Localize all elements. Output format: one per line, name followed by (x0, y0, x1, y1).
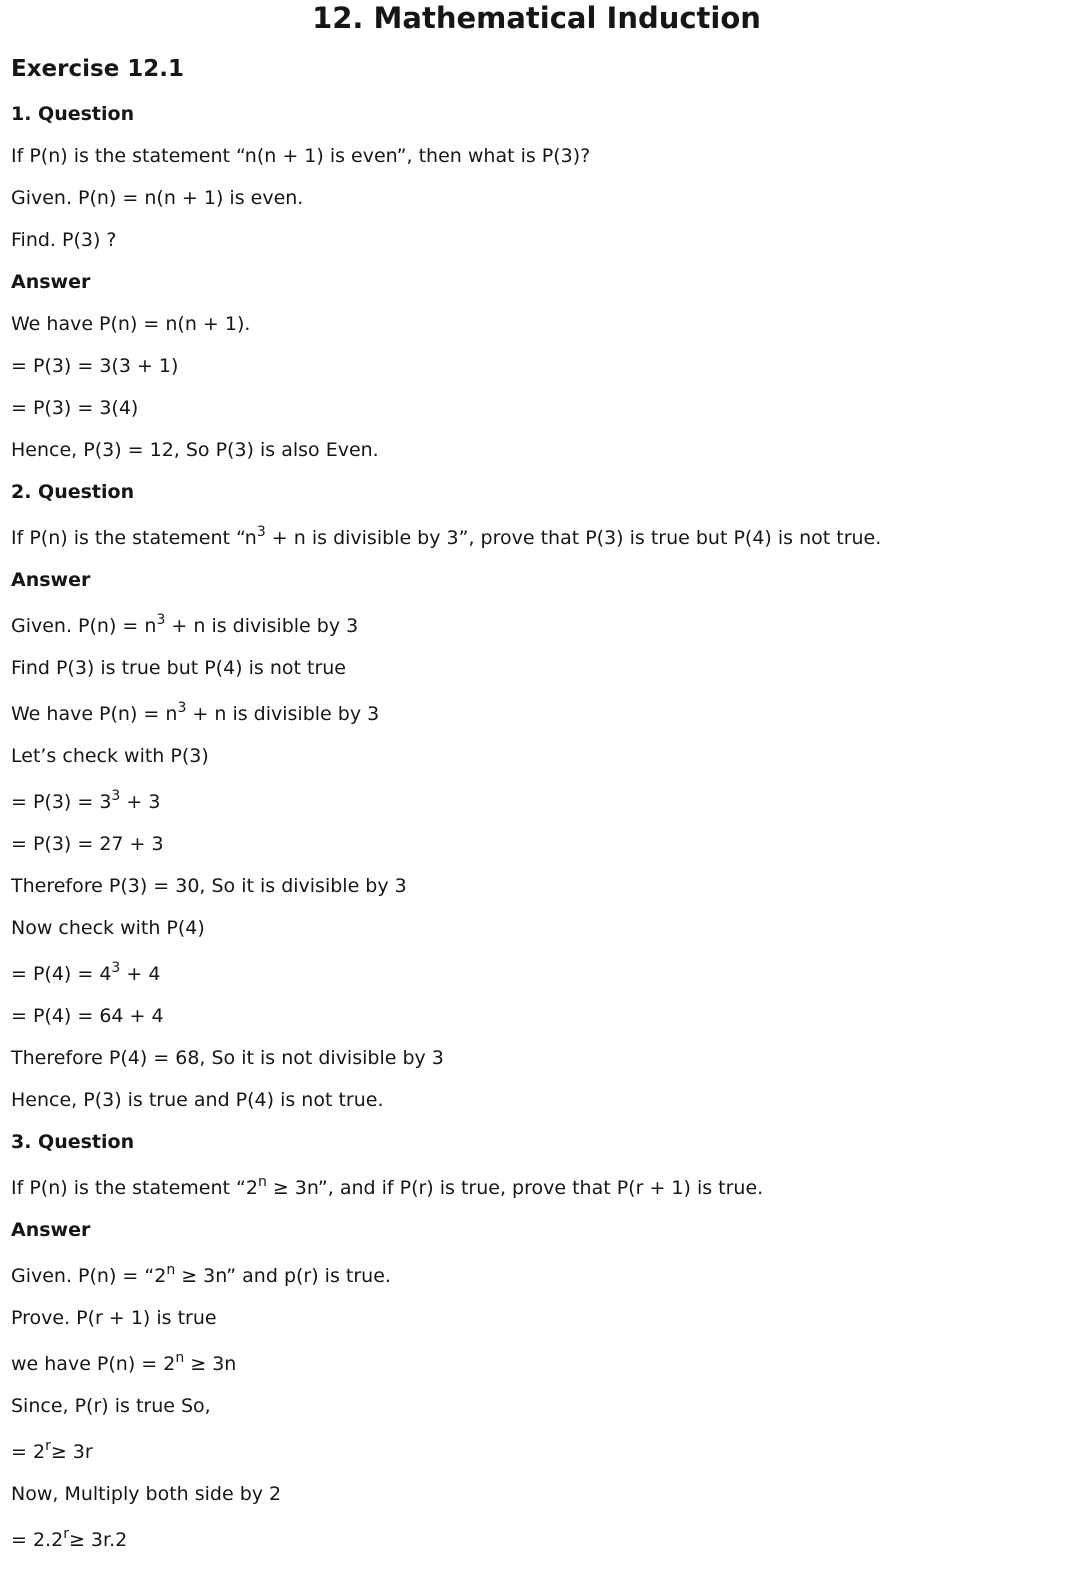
text-run: Hence, P(3) is true and P(4) is not true. (11, 1089, 384, 1111)
superscript-exponent: 3 (256, 524, 266, 540)
text-run: Find. P(3) ? (11, 229, 117, 251)
text-run: ≥ 3n”, and if P(r) is true, prove that P(r + 1) is true. (266, 1177, 764, 1199)
text-run: If P(n) is the statement “n(n + 1) is even”, then what is P(3)? (11, 145, 591, 167)
text-line (11, 313, 1062, 335)
text-run: + 3 (120, 791, 161, 813)
text-line (11, 397, 1062, 419)
text-run: If P(n) is the statement “2 (11, 1177, 258, 1199)
text-run: + 4 (120, 963, 161, 985)
text-line (11, 355, 1062, 377)
text-line (11, 439, 1062, 461)
text-line (11, 657, 1062, 679)
text-run: ≥ 3n” and p(r) is true. (175, 1265, 391, 1287)
text-run: Since, P(r) is true So, (11, 1395, 211, 1417)
questions-container (11, 103, 1062, 1551)
exercise-heading: Exercise 12.1 (11, 56, 185, 82)
text-run: If P(n) is the statement “n (11, 527, 257, 549)
text-line (11, 699, 1062, 725)
question-heading: 3. Question (11, 1131, 135, 1153)
text-line (11, 1173, 1062, 1199)
question-block (11, 1131, 1062, 1551)
text-run: + n is divisible by 3 (165, 615, 359, 637)
text-run: Therefore P(3) = 30, So it is divisible by 3 (11, 875, 407, 897)
page-title: 12. Mathematical Induction (312, 1, 761, 35)
text-line (11, 1349, 1062, 1375)
text-line (11, 1261, 1062, 1287)
text-line (11, 959, 1062, 985)
text-run: Given. P(n) = n (11, 615, 157, 637)
text-run: = P(3) = 3(4) (11, 397, 139, 419)
text-line (11, 1395, 1062, 1417)
text-run: = P(3) = 27 + 3 (11, 833, 164, 855)
question-body (11, 523, 1062, 549)
question-body (11, 1173, 1062, 1199)
text-line (11, 1525, 1062, 1551)
answer-heading: Answer (11, 271, 91, 293)
superscript-exponent: n (257, 1174, 267, 1190)
text-line (11, 1089, 1062, 1111)
text-run: We have P(n) = n(n + 1). (11, 313, 251, 335)
text-run: + n is divisible by 3”, prove that P(3) is true but P(4) is not true. (265, 527, 882, 549)
text-run: we have P(n) = 2 (11, 1353, 176, 1375)
superscript-exponent: 3 (111, 960, 121, 976)
text-run: ≥ 3r (50, 1441, 93, 1463)
superscript-exponent: r (45, 1438, 51, 1454)
superscript-exponent: 3 (156, 612, 166, 628)
text-run: Hence, P(3) = 12, So P(3) is also Even. (11, 439, 379, 461)
question-heading: 1. Question (11, 103, 135, 125)
question-block (11, 481, 1062, 1111)
text-line (11, 745, 1062, 767)
text-run: Now, Multiply both side by 2 (11, 1483, 282, 1505)
text-run: + n is divisible by 3 (186, 703, 380, 725)
text-line (11, 1005, 1062, 1027)
text-run: We have P(n) = n (11, 703, 178, 725)
text-line (11, 875, 1062, 897)
text-line (11, 1437, 1062, 1463)
text-run: = P(3) = 3 (11, 791, 112, 813)
text-line (11, 833, 1062, 855)
text-run: Prove. P(r + 1) is true (11, 1307, 217, 1329)
text-line (11, 145, 1062, 167)
text-line (11, 523, 1062, 549)
superscript-exponent: 3 (177, 700, 187, 716)
answer-body (11, 611, 1062, 1111)
text-line (11, 1307, 1062, 1329)
text-run: = P(4) = 64 + 4 (11, 1005, 164, 1027)
text-line (11, 917, 1062, 939)
text-line (11, 187, 1062, 209)
superscript-exponent: n (166, 1262, 176, 1278)
text-run: ≥ 3n (184, 1353, 237, 1375)
answer-body (11, 1261, 1062, 1551)
question-heading: 2. Question (11, 481, 135, 503)
text-run: Given. P(n) = “2 (11, 1265, 167, 1287)
text-line (11, 229, 1062, 251)
superscript-exponent: n (175, 1350, 185, 1366)
text-run: Now check with P(4) (11, 917, 205, 939)
superscript-exponent: r (63, 1526, 69, 1542)
text-run: Given. P(n) = n(n + 1) is even. (11, 187, 304, 209)
text-line (11, 611, 1062, 637)
text-run: = P(3) = 3(3 + 1) (11, 355, 179, 377)
text-line (11, 787, 1062, 813)
text-run: Let’s check with P(3) (11, 745, 209, 767)
text-run: = 2 (11, 1441, 46, 1463)
text-run: = P(4) = 4 (11, 963, 112, 985)
answer-heading: Answer (11, 569, 91, 591)
text-run: Find P(3) is true but P(4) is not true (11, 657, 346, 679)
answer-heading: Answer (11, 1219, 91, 1241)
question-body (11, 145, 1062, 251)
text-line (11, 1047, 1062, 1069)
answer-body (11, 313, 1062, 461)
text-run: ≥ 3r.2 (68, 1529, 128, 1551)
text-line (11, 1483, 1062, 1505)
text-run: Therefore P(4) = 68, So it is not divisible by 3 (11, 1047, 444, 1069)
text-run: = 2.2 (11, 1529, 64, 1551)
superscript-exponent: 3 (111, 788, 121, 804)
question-block (11, 103, 1062, 461)
